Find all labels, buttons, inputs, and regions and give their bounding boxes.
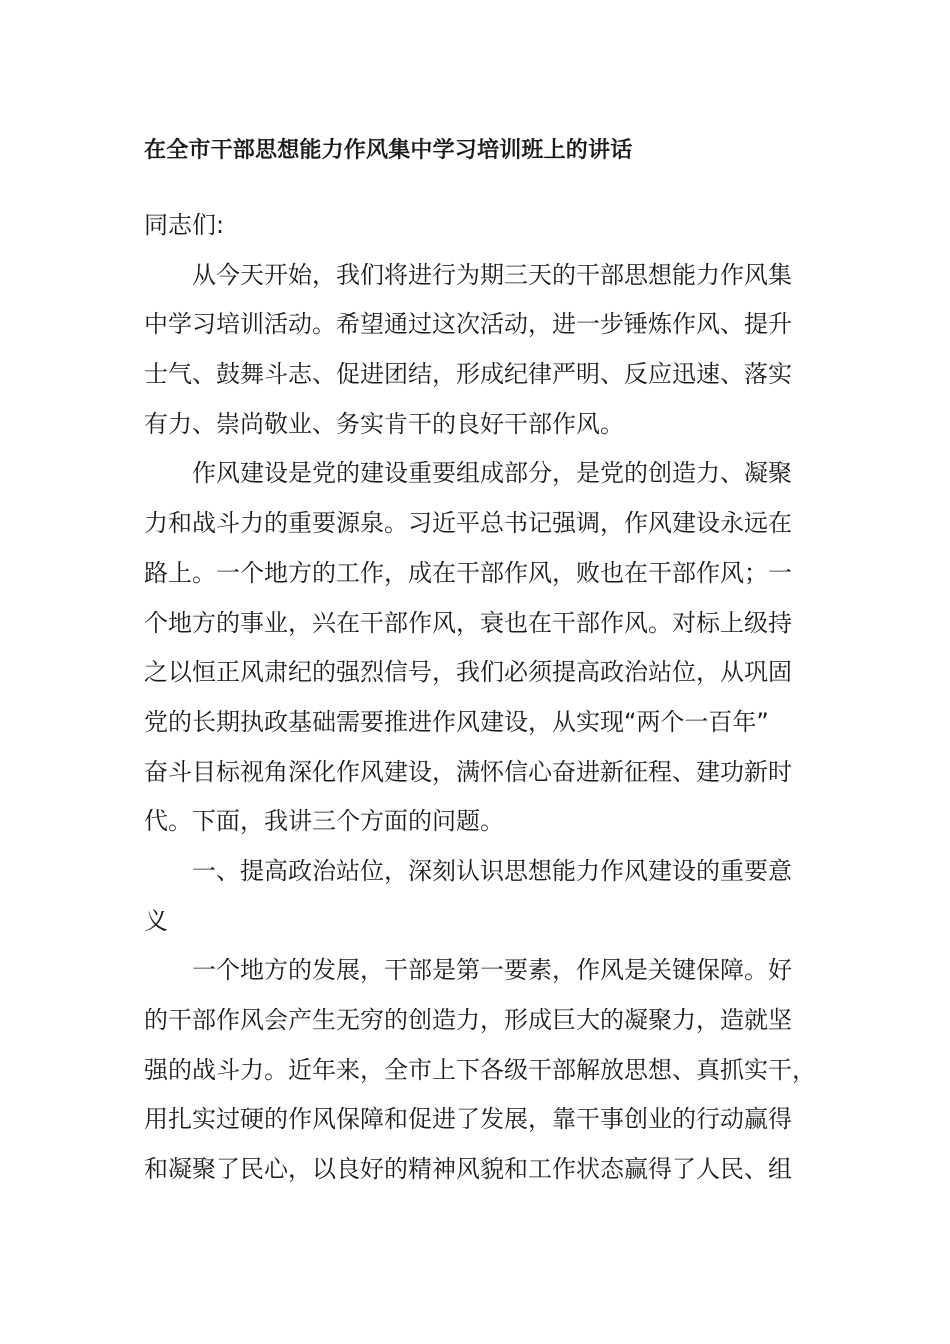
- text-line: 士气、鼓舞斗志、促进团结，形成纪律严明、反应迅速、落实: [144, 360, 792, 389]
- document-title: 在全市干部思想能力作风集中学习培训班上的讲话: [144, 138, 633, 163]
- text-line: 代。下面，我讲三个方面的问题。: [144, 807, 504, 836]
- text-line: 一、提高政治站位，深刻认识思想能力作风建设的重要意: [192, 856, 792, 885]
- text-line: 有力、崇尚敬业、务实肯干的良好干部作风。: [144, 409, 624, 438]
- text-line: 强的战斗力。近年来，全市上下各级干部解放思想、真抓实干，: [144, 1055, 816, 1084]
- text-line: 的干部作风会产生无穷的创造力，形成巨大的凝聚力，造就坚: [144, 1006, 792, 1034]
- text-line: 中学习培训活动。希望通过这次活动，进一步锤炼作风、提升: [144, 310, 792, 339]
- text-line: 用扎实过硬的作风保障和促进了发展，靠干事创业的行动赢得: [144, 1105, 792, 1134]
- text-line: 作风建设是党的建设重要组成部分，是党的创造力、凝聚: [192, 459, 792, 488]
- text-line: 和凝聚了民心，以良好的精神风貌和工作状态赢得了人民、组: [144, 1155, 792, 1184]
- document-body: [144, 201, 816, 1195]
- text-line: 奋斗目标视角深化作风建设，满怀信心奋进新征程、建功新时: [144, 757, 792, 786]
- text-line: 力和战斗力的重要源泉。习近平总书记强调，作风建设永远在: [144, 509, 792, 538]
- text-line: 个地方的事业，兴在干部作风，衰也在干部作风。对标上级持: [144, 608, 792, 637]
- text-line: 从今天开始，我们将进行为期三天的干部思想能力作风集: [192, 260, 792, 289]
- text-line: 义: [144, 906, 168, 935]
- text-line: 一个地方的发展，干部是第一要素，作风是关键保障。好: [192, 956, 792, 985]
- text-line: 同志们:: [144, 211, 225, 239]
- text-line: 路上。一个地方的工作，成在干部作风，败也在干部作风；一: [144, 558, 792, 587]
- text-line: 党的长期执政基础需要推进作风建设，从实现“两个一百年”: [144, 707, 769, 736]
- text-line: 之以恒正风肃纪的强烈信号，我们必须提高政治站位，从巩固: [144, 658, 792, 687]
